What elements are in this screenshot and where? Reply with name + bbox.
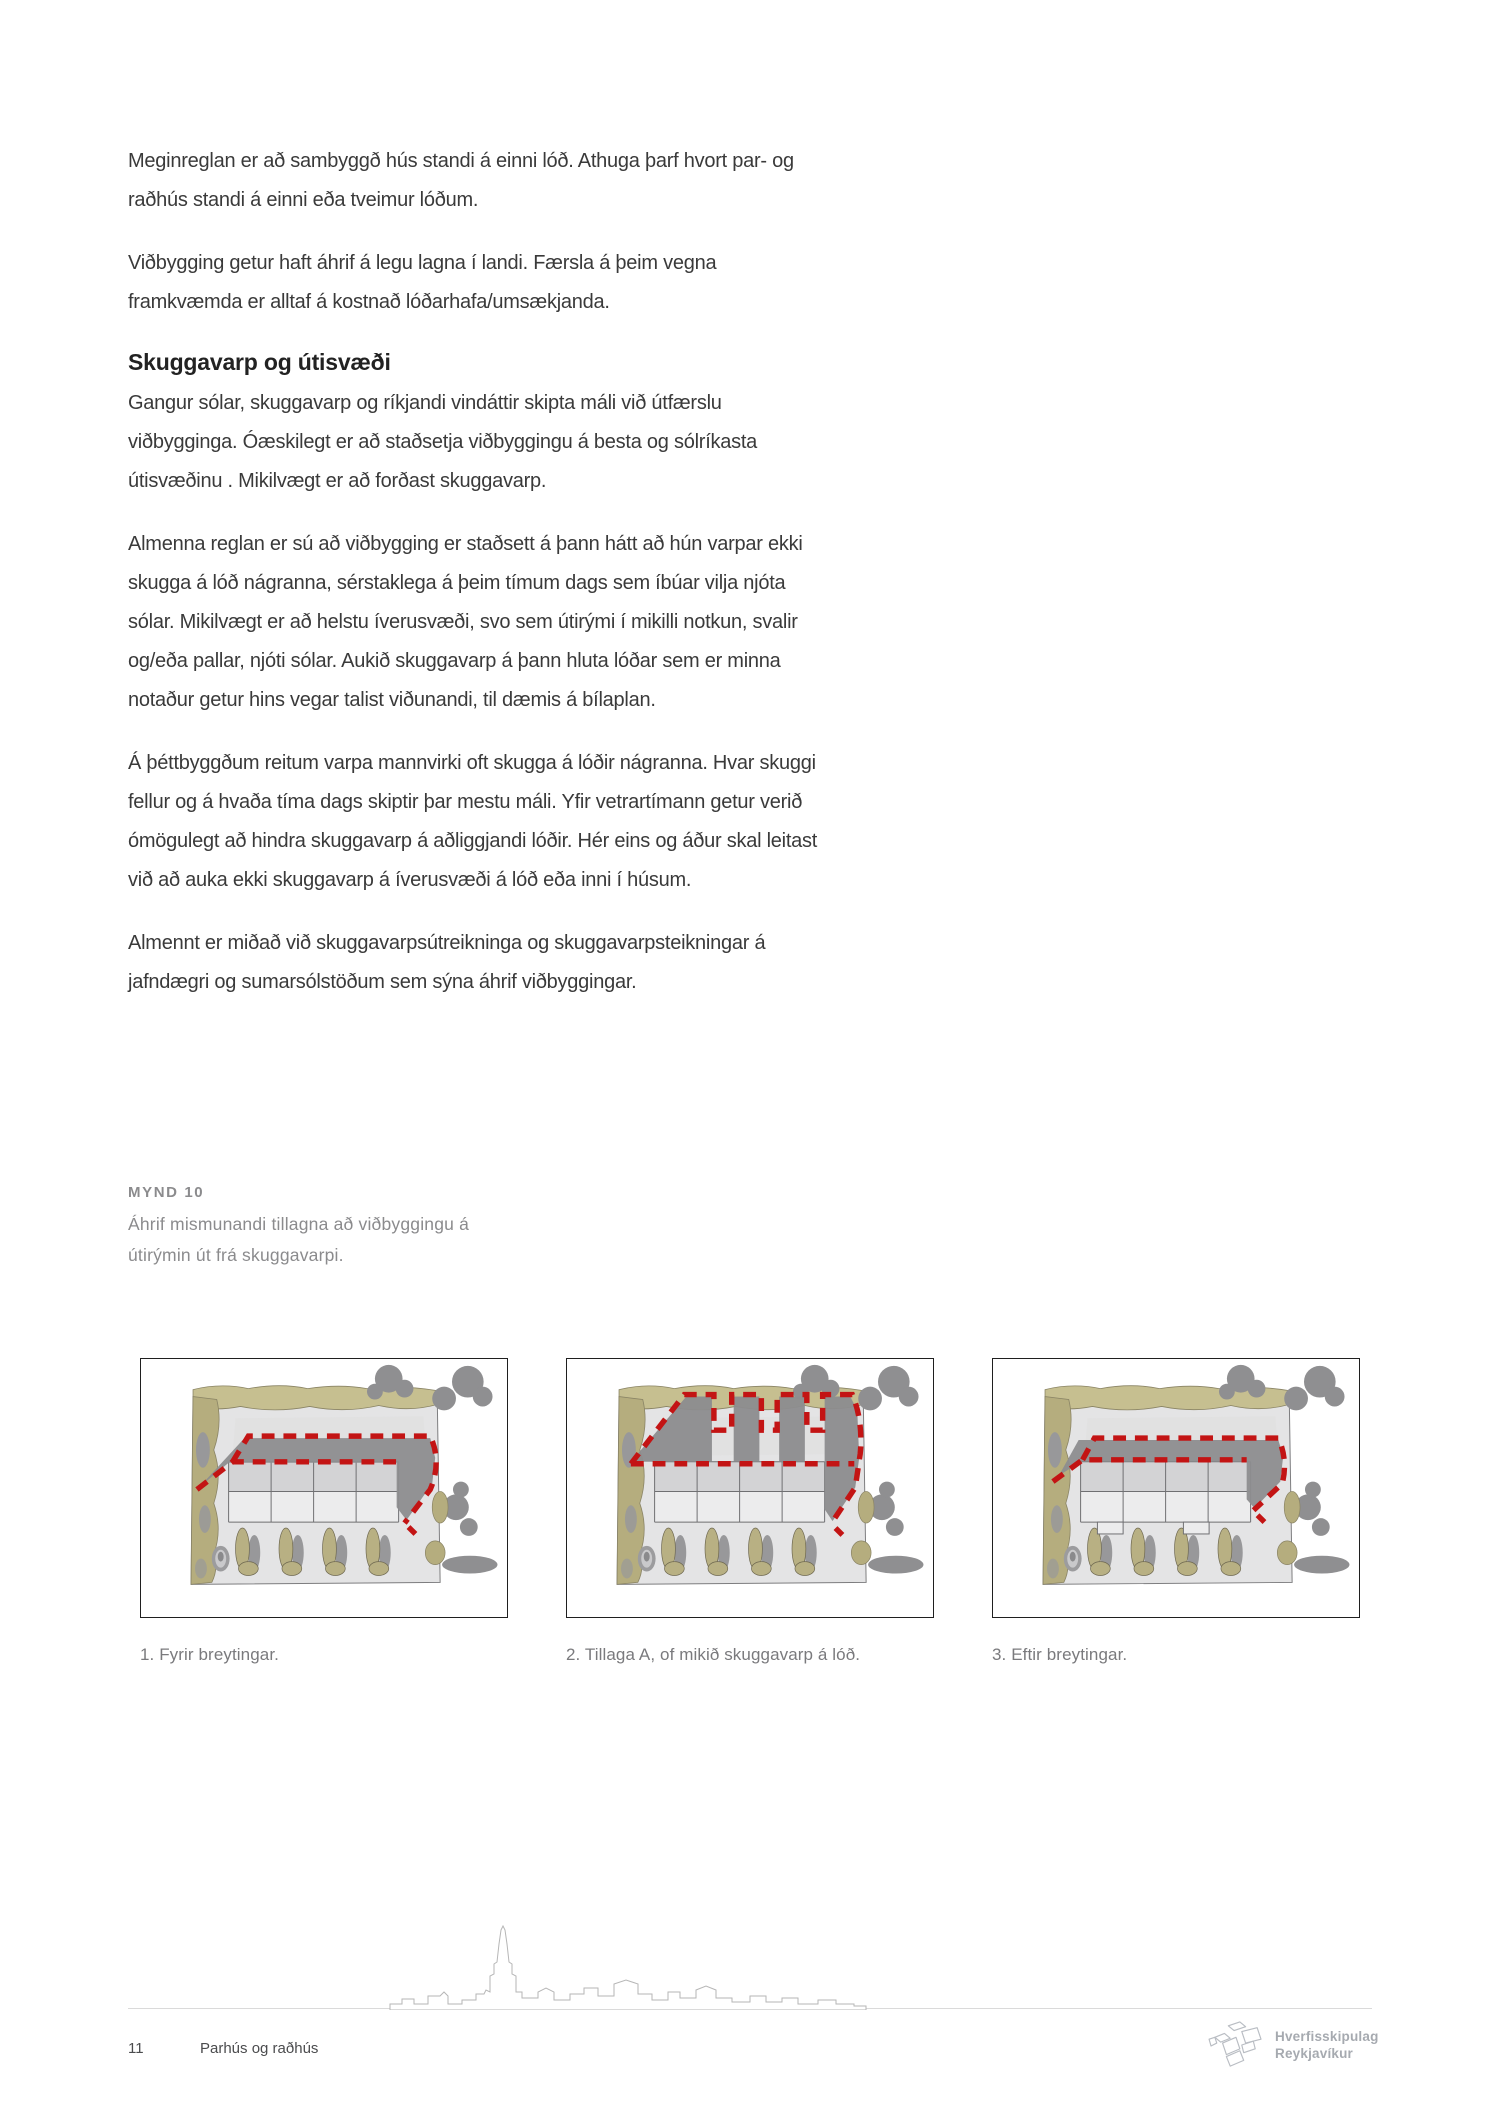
figure-caption-2: 2. Tillaga A, of mikið skuggavarp á lóð. — [566, 1645, 861, 1664]
body-text — [128, 142, 828, 1026]
logo-line-2: Reykjavíkur — [1275, 2046, 1353, 2061]
figure-1-before-changes — [140, 1358, 508, 1618]
skyline-illustration — [388, 1924, 868, 2010]
figure-2-proposal-a — [566, 1358, 934, 1618]
figure-label: MYND 10 — [128, 1184, 205, 1201]
paragraph: Meginreglan er að sambyggð hús standi á einni lóð. Athuga þarf hvort par- og raðhús standi á einni eða tveimur lóðum. — [128, 150, 794, 211]
site-plan-illustration-2 — [567, 1359, 932, 1616]
paragraph: Almenna reglan er sú að viðbygging er staðsett á þann hátt að hún varpar ekki skugga á lóð nágranna, sérstaklega á þeim tímum dags sem íbúar vilja njóta sólar. Mikilvægt er að helstu íverusvæði, svo sem útirými í mikilli notkun, svalir og/eða pallar, njóti sólar. Aukið skuggavarp á þann hluta lóðar sem er minna notaður getur hins vegar talist viðunandi, til dæmis á bílaplan. — [128, 533, 803, 711]
paragraph: Gangur sólar, skuggavarp og ríkjandi vindáttir skipta máli við útfærslu viðbygginga. Óæskilegt er að staðsetja viðbyggingu á besta og sólríkasta útisvæðinu . Mikilvægt er að forðast skuggavarp. — [128, 392, 758, 492]
site-plan-illustration-1 — [141, 1359, 506, 1616]
site-plan-illustration-3 — [993, 1359, 1358, 1616]
section-heading: Skuggavarp og útisvæði — [128, 349, 391, 375]
footer-section-title: Parhús og raðhús — [200, 2040, 319, 2057]
reykjavik-logo — [1205, 2020, 1379, 2070]
logo-text — [1275, 2028, 1379, 2062]
page-number: 11 — [128, 2040, 144, 2057]
figure-description: Áhrif mismunandi tillagna að viðbyggingu á útirýmin út frá skuggavarpi. — [128, 1214, 470, 1265]
fragmented-map-icon — [1205, 2020, 1267, 2070]
figure-caption-3: 3. Eftir breytingar. — [992, 1645, 1128, 1664]
figure-row — [140, 1358, 1360, 1618]
paragraph: Viðbygging getur haft áhrif á legu lagna í landi. Færsla á þeim vegna framkvæmda er alltaf á kostnað lóðarhafa/umsækjanda. — [128, 252, 717, 313]
logo-line-1: Hverfisskipulag — [1275, 2029, 1379, 2044]
paragraph: Almennt er miðað við skuggavarpsútreikninga og skuggavarpsteikningar á jafndægri og sumarsólstöðum sem sýna áhrif viðbyggingar. — [128, 932, 766, 993]
figure-caption-1: 1. Fyrir breytingar. — [140, 1645, 279, 1664]
figure-captions — [140, 1645, 1360, 1665]
figure-note — [128, 1184, 528, 1271]
paragraph: Á þéttbyggðum reitum varpa mannvirki oft skugga á lóðir nágranna. Hvar skuggi fellur og á hvaða tíma dags skiptir þar mestu máli. Yfir vetrartímann getur verið ómögulegt að hindra skuggavarp á aðliggjandi lóðir. Hér eins og áður skal leitast við að auka ekki skuggavarp á íverusvæði á lóð eða inni í húsum. — [128, 752, 818, 891]
figure-3-after-changes — [992, 1358, 1360, 1618]
